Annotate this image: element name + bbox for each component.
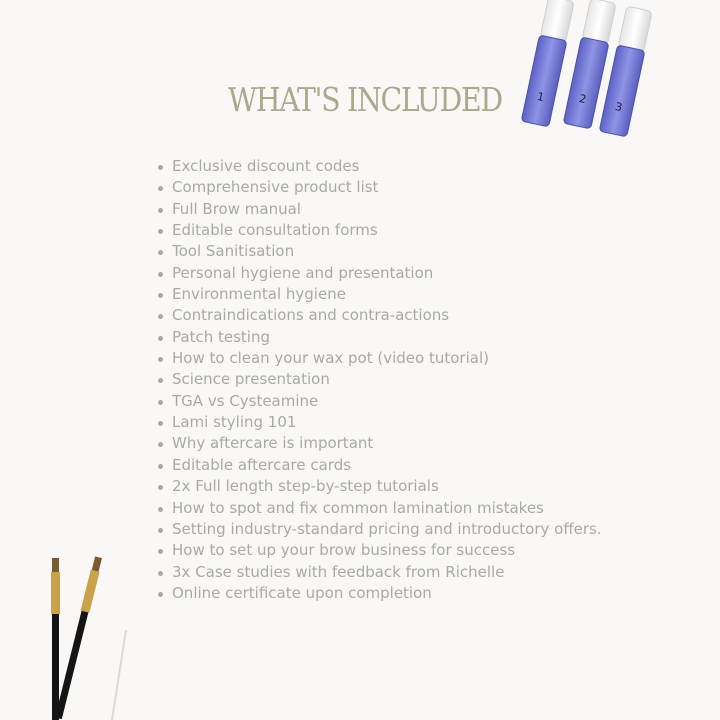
list-item: Contraindications and contra-actions [156, 305, 602, 326]
bullet-icon [158, 229, 163, 234]
bullet-icon [158, 571, 163, 576]
list-item: Patch testing [156, 327, 602, 348]
bullet-icon [158, 378, 163, 383]
product-bottles-image [518, 0, 668, 150]
bullet-icon [158, 421, 163, 426]
included-list [156, 156, 602, 604]
list-item: Editable aftercare cards [156, 455, 602, 476]
list-item: Science presentation [156, 369, 602, 390]
bullet-icon [158, 314, 163, 319]
bullet-icon [158, 293, 163, 298]
bullet-icon [158, 250, 163, 255]
list-item: How to spot and fix common lamination mistakes [156, 498, 602, 519]
brush-1-icon [51, 558, 60, 720]
list-item: Setting industry-standard pricing and introductory offers. [156, 519, 602, 540]
list-item: Personal hygiene and presentation [156, 263, 602, 284]
list-item: 2x Full length step-by-step tutorials [156, 476, 602, 497]
list-item: 3x Case studies with feedback from Richelle [156, 562, 602, 583]
bullet-icon [158, 592, 163, 597]
tweezer-line-icon [112, 630, 126, 720]
svg-text:2: 2 [577, 92, 588, 107]
bullet-icon [158, 400, 163, 405]
bullet-icon [158, 357, 163, 362]
bullet-icon [158, 485, 163, 490]
list-item: Comprehensive product list [156, 177, 602, 198]
list-item: How to set up your brow business for success [156, 540, 602, 561]
bullet-icon [158, 165, 163, 170]
list-item: Why aftercare is important [156, 433, 602, 454]
bullet-icon [158, 528, 163, 533]
bullet-icon [158, 507, 163, 512]
list-item: Exclusive discount codes [156, 156, 602, 177]
list-item: Full Brow manual [156, 199, 602, 220]
list-item: Tool Sanitisation [156, 241, 602, 262]
list-item: How to clean your wax pot (video tutorial) [156, 348, 602, 369]
list-item: Editable consultation forms [156, 220, 602, 241]
bullet-icon [158, 272, 163, 277]
bullet-icon [158, 549, 163, 554]
svg-text:1: 1 [535, 90, 546, 105]
list-item: Online certificate upon completion [156, 583, 602, 604]
page-title: WHAT'S INCLUDED [228, 80, 502, 119]
bullet-icon [158, 336, 163, 341]
brush-2-icon [54, 556, 103, 719]
list-item: Lami styling 101 [156, 412, 602, 433]
bullet-icon [158, 208, 163, 213]
list-item: TGA vs Cysteamine [156, 391, 602, 412]
bullet-icon [158, 464, 163, 469]
brow-brushes-image [30, 550, 150, 720]
list-item: Environmental hygiene [156, 284, 602, 305]
svg-text:3: 3 [613, 100, 624, 115]
bullet-icon [158, 442, 163, 447]
bullet-icon [158, 186, 163, 191]
